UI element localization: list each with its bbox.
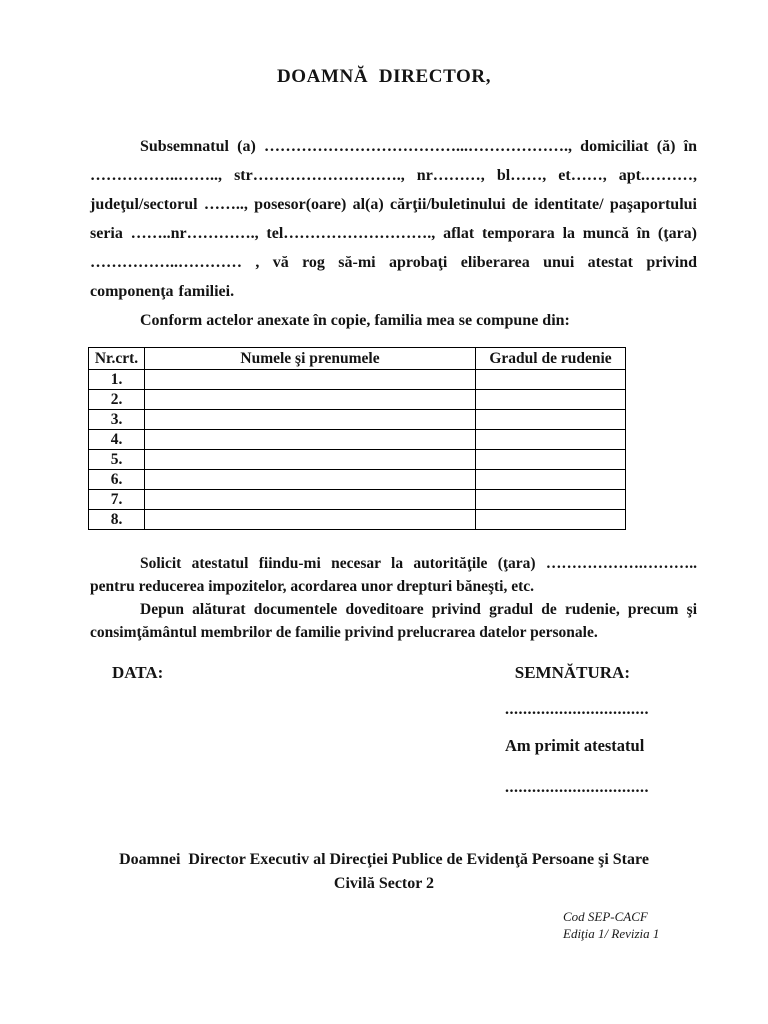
depun-paragraph: Depun alăturat documentele doveditoare privind gradul de rudenie, precum şi consimţământul membrilor de familie privind prelucrarea datelor personale. xyxy=(90,601,697,641)
row-number: 5. xyxy=(89,450,145,470)
doc-code-line: Cod SEP-CACF xyxy=(563,909,648,924)
intro-paragraph: Subsemnatul (a) ………………………………...………………., domiciliat (ă) în ……………..…….., str………………………., nr………, bl……, et……, apt.………, judeţul/sectorul …….., posesor(oare) al(a) cărţii/buletinului de identitate/ paşaportului seria ……..nr…………., tel………………………., aflat temporara la muncă în (ţara) ……………..………… , vă rog să-mi aprobaţi eliberarea unui atestat privind componenţa familiei. xyxy=(90,138,697,300)
name-cell-empty xyxy=(145,430,476,450)
row-number: 4. xyxy=(89,430,145,450)
name-cell-empty xyxy=(145,370,476,390)
family-members-table xyxy=(88,347,626,530)
degree-cell-empty xyxy=(476,370,626,390)
degree-cell-empty xyxy=(476,430,626,450)
degree-cell-empty xyxy=(476,410,626,430)
table-row xyxy=(89,390,626,410)
degree-cell-empty xyxy=(476,390,626,410)
name-cell-empty xyxy=(145,470,476,490)
name-cell-empty xyxy=(145,410,476,430)
row-number: 2. xyxy=(89,390,145,410)
table-header-row xyxy=(89,348,626,370)
name-cell-empty xyxy=(145,510,476,530)
signature-label: SEMNĂTURA: xyxy=(514,663,630,682)
date-label: DATA: xyxy=(112,663,164,682)
degree-cell-empty xyxy=(476,490,626,510)
table-row xyxy=(89,490,626,510)
name-cell-empty xyxy=(145,490,476,510)
header-degree-of-kinship: Gradul de rudenie xyxy=(476,348,626,370)
header-nr-crt: Nr.crt. xyxy=(89,348,145,370)
addressee-block xyxy=(0,848,768,896)
document-title: DOAMNĂ DIRECTOR, xyxy=(276,66,492,87)
table-row xyxy=(89,370,626,390)
table-row xyxy=(89,410,626,430)
table-row xyxy=(89,430,626,450)
solicit-paragraph: Solicit atestatul fiindu-mi necesar la autorităţile (ţara) ……………….……….. pentru reducerea impozitelor, acordarea unor drepturi băneşti, etc. xyxy=(90,555,697,595)
conform-paragraph: Conform actelor anexate în copie, familia mea se compune din: xyxy=(140,312,570,329)
signature-row xyxy=(0,662,768,684)
addressee-line-2: Civilă Sector 2 xyxy=(333,875,435,892)
table-row xyxy=(89,510,626,530)
row-number: 1. xyxy=(89,370,145,390)
degree-cell-empty xyxy=(476,470,626,490)
row-number: 7. xyxy=(89,490,145,510)
doc-revision-line: Ediţia 1/ Revizia 1 xyxy=(563,926,660,941)
table-row xyxy=(89,450,626,470)
row-number: 6. xyxy=(89,470,145,490)
header-name-surname: Numele şi prenumele xyxy=(145,348,476,370)
document-code-block xyxy=(563,908,659,942)
row-number: 3. xyxy=(89,410,145,430)
degree-cell-empty xyxy=(476,510,626,530)
name-cell-empty xyxy=(145,390,476,410)
table-row xyxy=(89,470,626,490)
receipt-dotted-line: ................................ xyxy=(505,779,649,796)
degree-cell-empty xyxy=(476,450,626,470)
signature-dotted-line: ................................ xyxy=(505,701,649,718)
row-number: 8. xyxy=(89,510,145,530)
name-cell-empty xyxy=(145,450,476,470)
receipt-block xyxy=(505,700,768,798)
addressee-line-1: Doamnei Director Executiv al Direcţiei Publice de Evidenţă Persoane şi Stare xyxy=(119,851,649,868)
received-attestation-label: Am primit atestatul xyxy=(505,736,645,755)
